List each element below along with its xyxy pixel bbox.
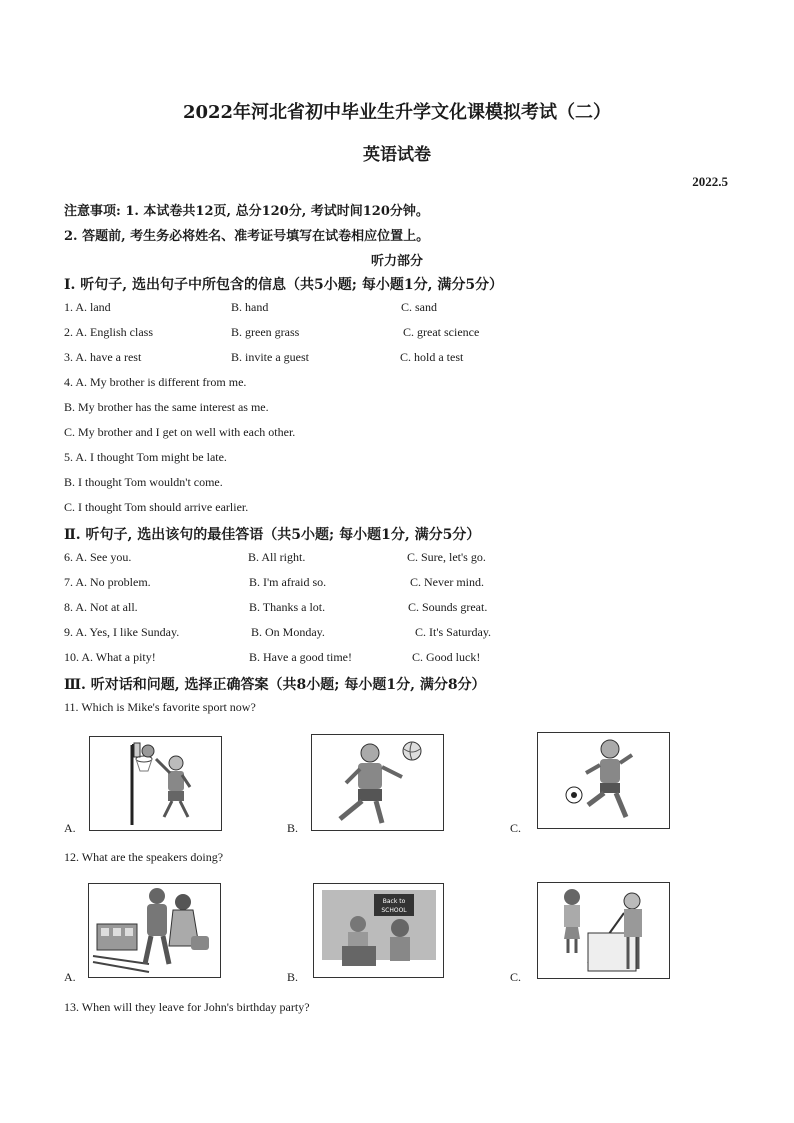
q12-label-b: B. <box>287 970 299 984</box>
q1-option-c: C. sand <box>401 300 437 314</box>
section-3-title: Ⅲ. 听对话和问题, 选择正确答案（共8小题; 每小题1分, 满分8分） <box>64 677 486 693</box>
q2-option-b: B. green grass <box>231 325 300 339</box>
section-1-title: I. 听句子, 选出句子中所包含的信息（共5小题; 每小题1分, 满分5分） <box>64 277 504 293</box>
q12-label-c: C. <box>510 970 522 984</box>
note-1: 注意事项: 1. 本试卷共12页, 总分120分, 考试时间120分钟。 <box>64 204 429 219</box>
q12-question: 12. What are the speakers doing? <box>64 850 224 864</box>
q5-option-b: B. I thought Tom wouldn't come. <box>64 475 223 489</box>
q6-option-c: C. Sure, let's go. <box>407 550 486 564</box>
q3-option-a: 3. A. have a rest <box>64 350 142 364</box>
volleyball-player-illustration <box>312 735 443 830</box>
q12-label-a: A. <box>64 970 76 984</box>
q5-option-a: 5. A. I thought Tom might be late. <box>64 450 227 464</box>
q7-option-b: B. I'm afraid so. <box>249 575 327 589</box>
q8-option-c: C. Sounds great. <box>408 600 488 614</box>
exam-date: 2022.5 <box>692 174 728 189</box>
q11-image-b-volleyball <box>311 734 444 831</box>
q8-option-b: B. Thanks a lot. <box>249 600 326 614</box>
q8-option-a: 8. A. Not at all. <box>64 600 138 614</box>
basketball-player-illustration <box>90 737 221 830</box>
q13-question: 13. When will they leave for John's birthday party? <box>64 1000 310 1014</box>
q4-option-c: C. My brother and I get on well with each other. <box>64 425 296 439</box>
q9-option-a: 9. A. Yes, I like Sunday. <box>64 625 180 639</box>
q10-option-a: 10. A. What a pity! <box>64 650 156 664</box>
counter-shopping-illustration <box>538 883 669 978</box>
exam-subtitle: 英语试卷 <box>363 145 431 165</box>
q9-option-b: B. On Monday. <box>251 625 325 639</box>
q10-option-b: B. Have a good time! <box>249 650 352 664</box>
q6-option-b: B. All right. <box>248 550 306 564</box>
q10-option-c: C. Good luck! <box>412 650 481 664</box>
q12-image-c-shopping <box>537 882 670 979</box>
q1-option-a: 1. A. land <box>64 300 111 314</box>
q2-option-a: 2. A. English class <box>64 325 153 339</box>
q2-option-c: C. great science <box>403 325 480 339</box>
q5-option-c: C. I thought Tom should arrive earlier. <box>64 500 249 514</box>
travelers-train-illustration <box>89 884 220 977</box>
q12-image-b-school <box>313 883 444 978</box>
soccer-player-illustration <box>538 733 669 828</box>
exam-title: 2022年河北省初中毕业生升学文化课模拟考试（二） <box>182 102 612 123</box>
section-2-title: Ⅱ. 听句子, 选出该句的最佳答语（共5小题; 每小题1分, 满分5分） <box>64 527 481 543</box>
q1-option-b: B. hand <box>231 300 269 314</box>
q9-option-c: C. It's Saturday. <box>415 625 492 639</box>
q3-option-c: C. hold a test <box>400 350 464 364</box>
q11-image-a-basketball <box>89 736 222 831</box>
back-to-school-illustration <box>314 884 443 977</box>
note-2: 2. 答题前, 考生务必将姓名、准考证号填写在试卷相应位置上。 <box>64 229 430 244</box>
listening-part-label: 听力部分 <box>370 254 423 269</box>
board-text-line1: Back to <box>382 898 406 905</box>
q11-label-b: B. <box>287 821 299 835</box>
q11-question: 11. Which is Mike's favorite sport now? <box>64 700 256 714</box>
q6-option-a: 6. A. See you. <box>64 550 132 564</box>
q11-label-a: A. <box>64 821 76 835</box>
q4-option-a: 4. A. My brother is different from me. <box>64 375 247 389</box>
board-text-line2: SCHOOL <box>381 907 407 914</box>
q7-option-a: 7. A. No problem. <box>64 575 151 589</box>
q11-image-c-soccer <box>537 732 670 829</box>
q12-image-a-travel <box>88 883 221 978</box>
q3-option-b: B. invite a guest <box>231 350 309 364</box>
q11-label-c: C. <box>510 821 522 835</box>
q4-option-b: B. My brother has the same interest as me. <box>64 400 269 414</box>
q7-option-c: C. Never mind. <box>410 575 484 589</box>
